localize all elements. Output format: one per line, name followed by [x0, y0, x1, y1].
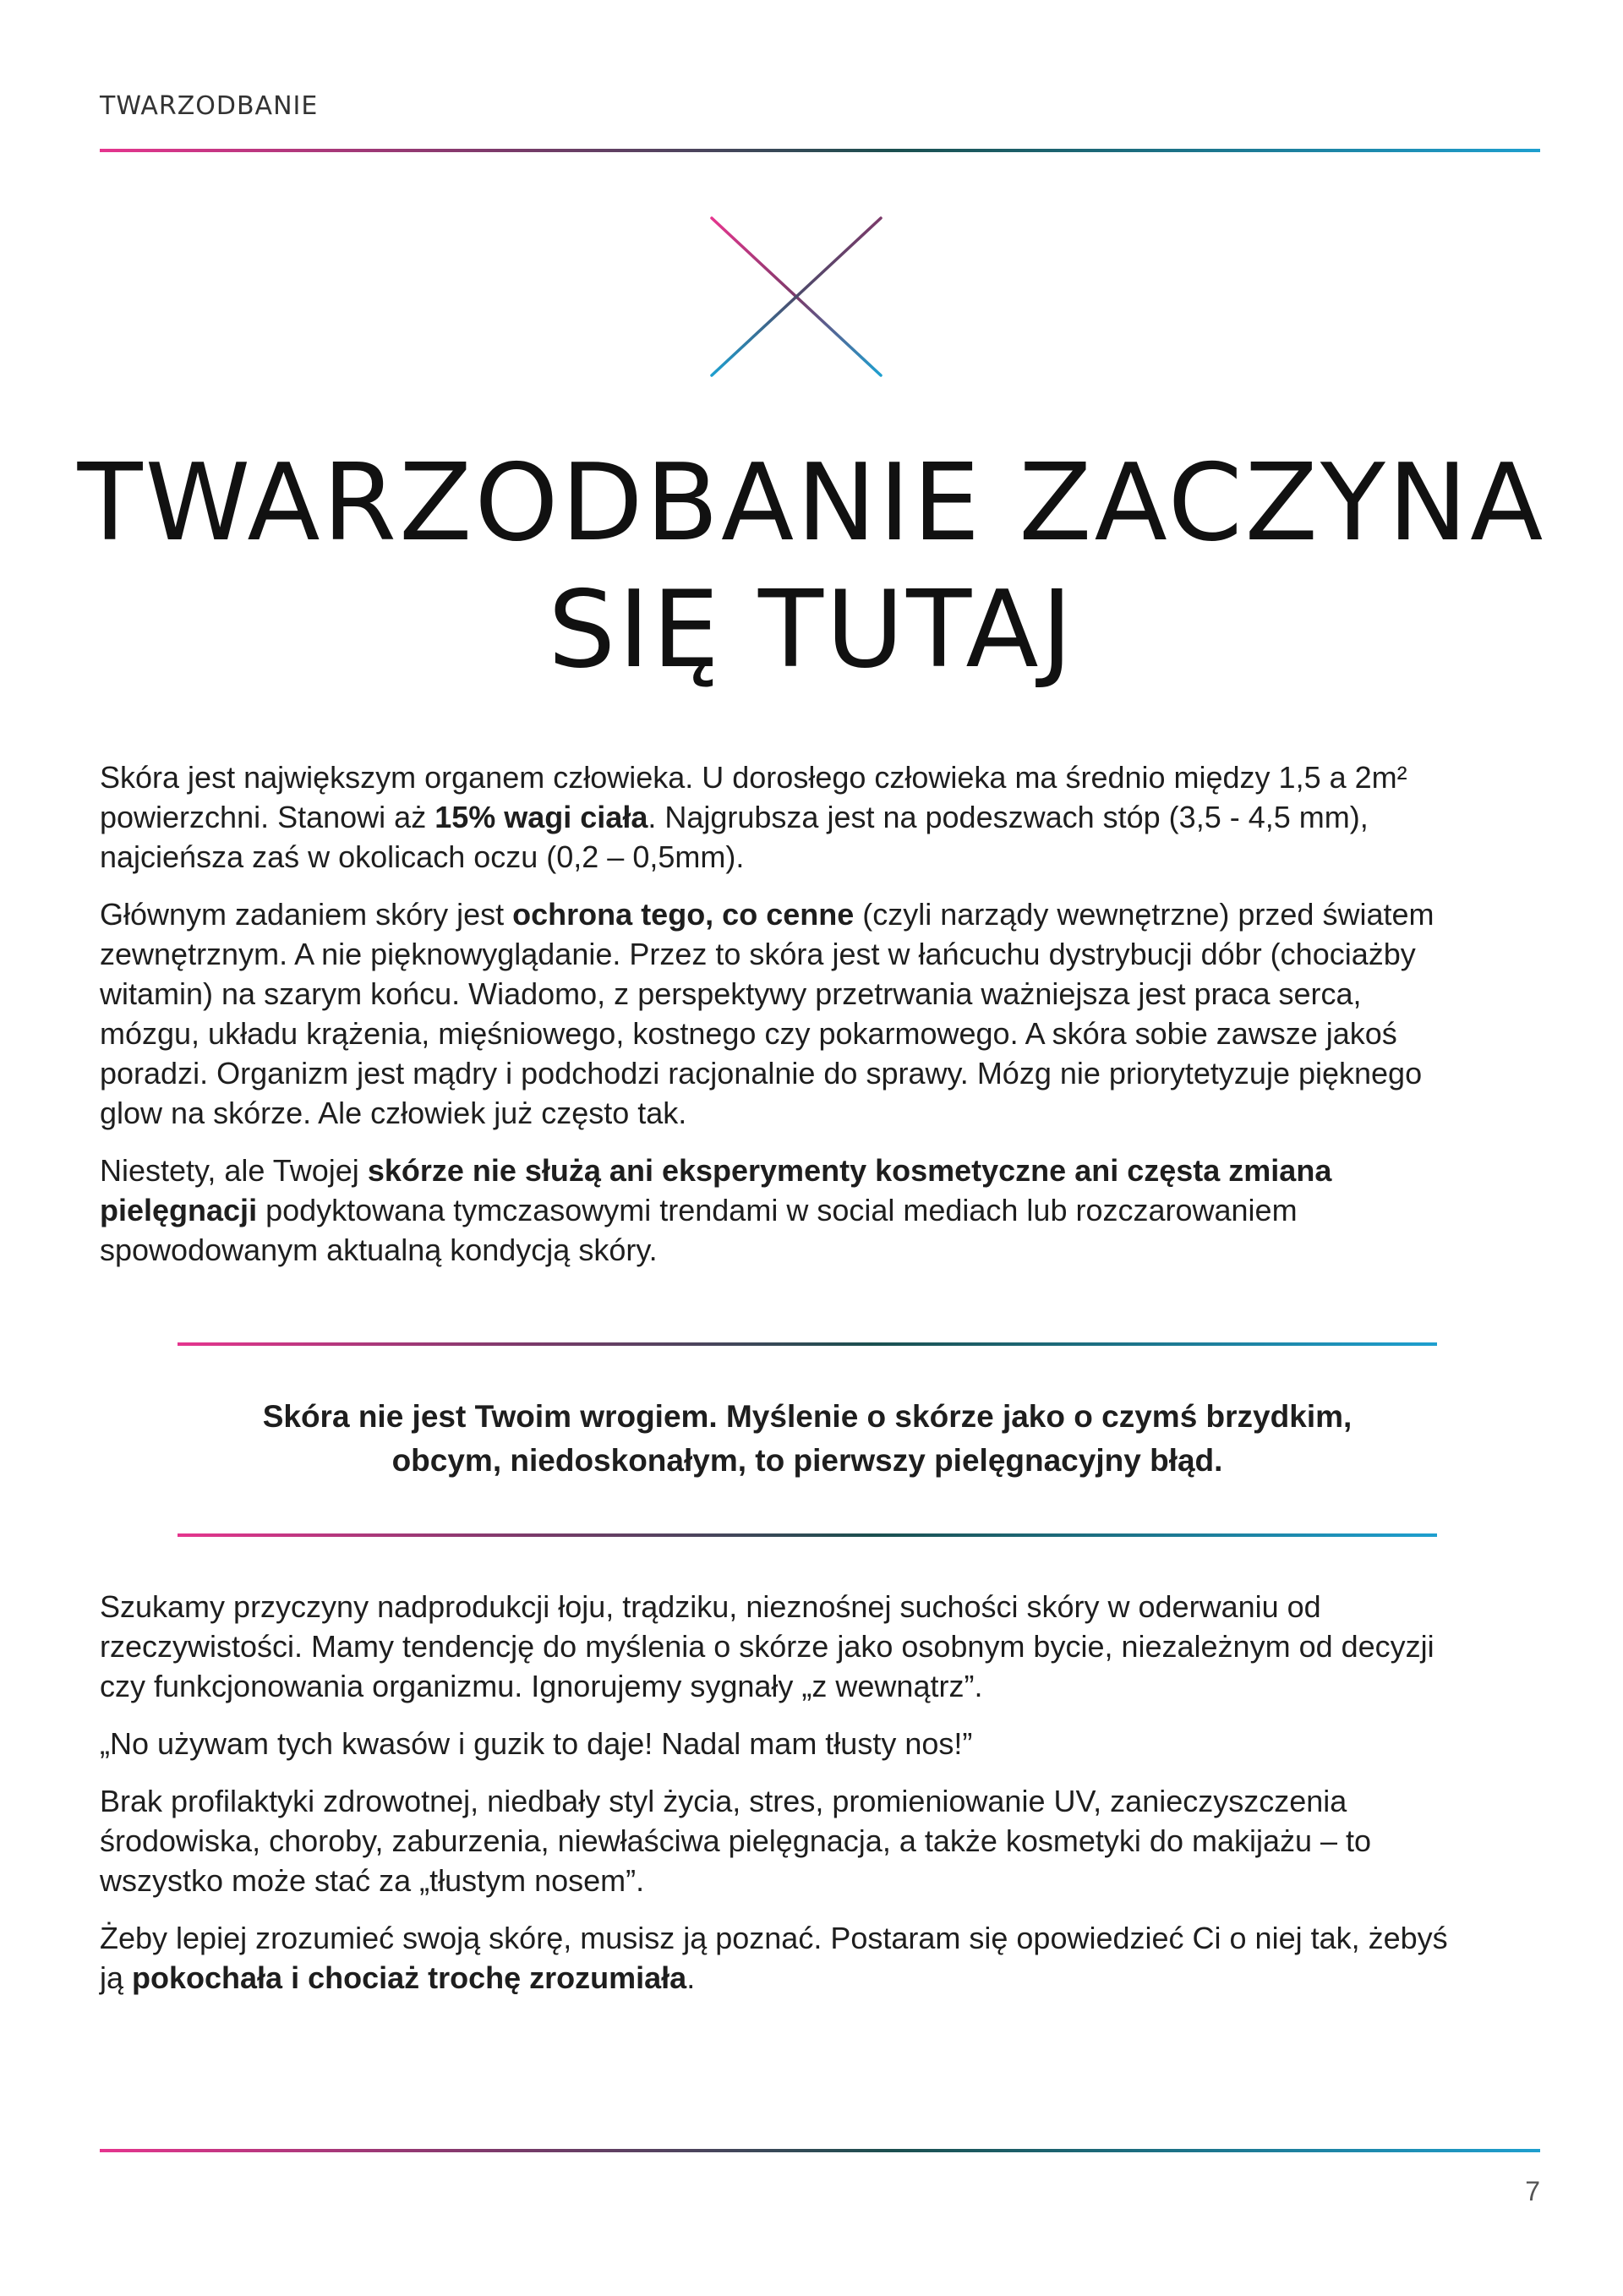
paragraph	[100, 1724, 1452, 1763]
bottom-divider	[100, 2149, 1540, 2152]
paragraph	[100, 757, 1452, 877]
page-title	[0, 440, 1623, 693]
paragraph	[100, 1781, 1452, 1900]
emphasis-text: pokochała i chociaż trochę zrozumiała	[132, 1960, 687, 1995]
text-run: „No używam tych kwasów i guzik to daje! Nadal mam tłusty nos!”	[100, 1726, 973, 1761]
main-section	[100, 1587, 1452, 2015]
quote-line-1: Skóra nie jest Twoim wrogiem. Myślenie o skórze jako o czymś brzydkim,	[262, 1399, 1352, 1434]
intro-section	[100, 757, 1452, 1287]
paragraph	[100, 1587, 1452, 1706]
quote-bottom-divider	[178, 1533, 1437, 1537]
text-run: Głównym zadaniem skóry jest	[100, 897, 513, 932]
text-run: . Najgrubsza jest na podeszwach stóp (3,5 - 4,5 mm), najcieńsza zaś w okolicach oczu (0,2 – 0,5mm).	[100, 800, 1369, 874]
paragraph	[100, 1918, 1452, 1998]
title-line-2: SIĘ TUTAJ	[548, 567, 1075, 692]
text-run: podyktowana tymczasowymi trendami w social mediach lub rozczarowaniem spowodowanym aktualną kondycją skóry.	[100, 1193, 1298, 1267]
title-line-1: TWARZODBANIE ZACZYNA	[77, 440, 1546, 565]
text-run: Brak profilaktyki zdrowotnej, niedbały styl życia, stres, promieniowanie UV, zanieczyszczenia środowiska, choroby, zaburzenia, niewłaściwa pielęgnacja, a także kosmetyki do makijażu – to wszystko może stać za „tłustym nosem”.	[100, 1784, 1372, 1898]
text-run: .	[686, 1960, 696, 1995]
star-burst-icon	[695, 200, 898, 394]
emphasis-text: 15% wagi ciała	[434, 800, 648, 834]
text-run: (czyli narządy wewnętrzne) przed światem zewnętrznym. A nie pięknowyglądanie. Przez to skóra jest w łańcuchu dystrybucji dóbr (chociażby witamin) na szarym końcu. Wiadomo, z perspektywy przetrwania ważniejsza jest praca serca, mózgu, układu krążenia, mięśniowego, kostnego czy pokarmowego. A skóra sobie zawsze jakoś poradzi. Organizm jest mądry i podchodzi racjonalnie do sprawy. Mózg nie priorytetyzuje pięknego glow na skórze. Ale człowiek już często tak.	[100, 897, 1434, 1130]
paragraph	[100, 1151, 1452, 1270]
paragraph	[100, 894, 1452, 1133]
emphasis-text: ochrona tego, co cenne	[512, 897, 855, 932]
pull-quote	[178, 1395, 1437, 1483]
running-header: TWARZODBANIE	[100, 91, 319, 121]
quote-line-2: obcym, niedoskonałym, to pierwszy pielęgnacyjny błąd.	[391, 1443, 1223, 1478]
text-run: Szukamy przyczyny nadprodukcji łoju, trądziku, nieznośnej suchości skóry w oderwaniu od rzeczywistości. Mamy tendencję do myślenia o skórze jako osobnym bycie, niezależnym od decyzji czy funkcjonowania organizmu. Ignorujemy sygnały „z wewnątrz”.	[100, 1589, 1434, 1703]
emphasis-text: skórze nie służą ani eksperymenty kosmetyczne ani częsta zmiana pielęgnacji	[100, 1153, 1332, 1227]
text-run: Niestety, ale Twojej	[100, 1153, 368, 1188]
top-divider	[100, 149, 1540, 152]
page-number: 7	[1525, 2176, 1540, 2206]
text-run: Żeby lepiej zrozumieć swoją skórę, musisz ją poznać. Postaram się opowiedzieć Ci o niej tak, żebyś ją	[100, 1921, 1448, 1995]
text-run: Skóra jest największym organem człowieka. U dorosłego człowieka ma średnio między 1,5 a 2m² powierzchni. Stanowi aż	[100, 760, 1407, 834]
quote-top-divider	[178, 1342, 1437, 1346]
